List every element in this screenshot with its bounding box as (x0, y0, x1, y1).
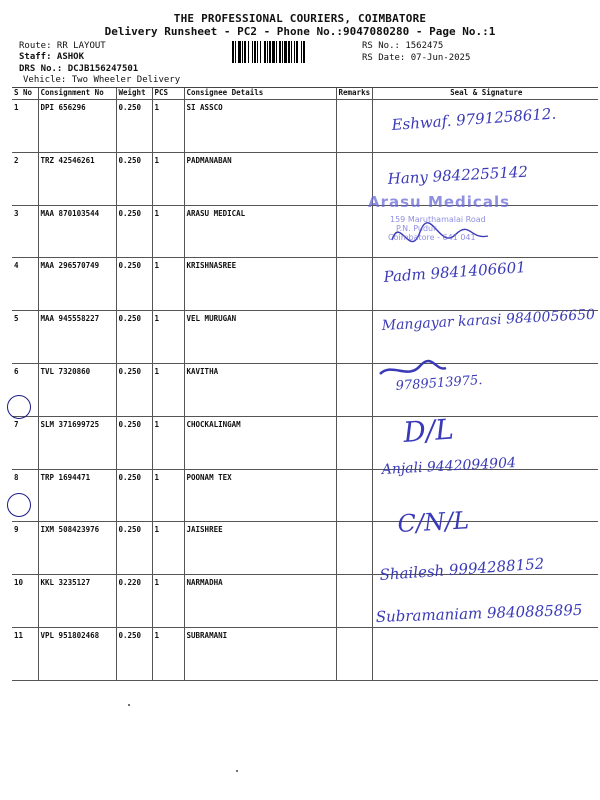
cell-consignment: SLM 371699725 (38, 416, 116, 469)
col-consignment: Consignment No (38, 88, 116, 100)
cell-pcs: 1 (152, 469, 184, 522)
cell-consignee: ARASU MEDICAL (184, 205, 336, 258)
cell-sno: 5 (12, 311, 38, 364)
cell-signature-area (372, 100, 598, 153)
cell-sno: 9 (12, 522, 38, 575)
cell-remarks (336, 416, 372, 469)
cell-pcs: 1 (152, 363, 184, 416)
cell-consignee: JAISHREE (184, 522, 336, 575)
cell-consignment: MAA 870103544 (38, 205, 116, 258)
cell-sno: 6 (12, 363, 38, 416)
vehicle-label: Vehicle: Two Wheeler Delivery (23, 75, 181, 85)
cell-remarks (336, 363, 372, 416)
table-row (12, 469, 598, 522)
cell-consignment: MAA 296570749 (38, 258, 116, 311)
cell-sno: 10 (12, 575, 38, 628)
circle-mark-row-7 (7, 395, 31, 419)
signature-6: 9789513975. (395, 372, 483, 394)
route-label: Route: RR LAYOUT (19, 41, 106, 51)
cell-weight: 0.250 (116, 469, 152, 522)
circle-mark-row-9 (7, 493, 31, 517)
company-title: THE PROFESSIONAL COURIERS, COIMBATORE (173, 12, 427, 25)
cell-consignee: CHOCKALINGAM (184, 416, 336, 469)
signature-8: Anjali 9442094904 (381, 454, 517, 478)
signature-2: Hany 9842255142 (387, 162, 529, 188)
cell-consignee: POONAM TEX (184, 469, 336, 522)
col-remarks: Remarks (336, 88, 372, 100)
cell-consignee: KAVITHA (184, 363, 336, 416)
cell-signature-area (372, 311, 598, 364)
cell-consignment: KKL 3235127 (38, 575, 116, 628)
cell-consignee: SUBRAMANI (184, 627, 336, 680)
cell-remarks (336, 469, 372, 522)
rs-date: RS Date: 07-Jun-2025 (362, 53, 471, 63)
cell-pcs: 1 (152, 205, 184, 258)
cell-pcs: 1 (152, 522, 184, 575)
col-weight: Weight (116, 88, 152, 100)
cell-consignee: SI ASSCO (184, 100, 336, 153)
cell-weight: 0.250 (116, 205, 152, 258)
cell-remarks (336, 205, 372, 258)
cell-remarks (336, 575, 372, 628)
col-signature: Seal & Signature (372, 88, 598, 100)
table-row (12, 363, 598, 416)
table-row (12, 258, 598, 311)
cell-pcs: 1 (152, 258, 184, 311)
rs-number: RS No.: 1562475 (362, 41, 444, 51)
speck (236, 770, 238, 772)
cell-consignment: DPI 656296 (38, 100, 116, 153)
cell-consignee: NARMADHA (184, 575, 336, 628)
cell-remarks (336, 258, 372, 311)
cell-signature-area (372, 469, 598, 522)
signature-7: D/L (402, 412, 455, 449)
drs-label: DRS No.: DCJB156247501 (19, 64, 139, 74)
cell-weight: 0.250 (116, 416, 152, 469)
cell-consignment: MAA 945558227 (38, 311, 116, 364)
col-sno: S No (12, 88, 38, 100)
cell-pcs: 1 (152, 100, 184, 153)
cell-sno: 3 (12, 205, 38, 258)
signature-11: Subramaniam 9840885895 (375, 600, 583, 626)
cell-weight: 0.250 (116, 311, 152, 364)
cell-signature-area (372, 627, 598, 680)
signature-1: Eshwaf. 9791258612. (391, 104, 557, 134)
cell-pcs: 1 (152, 152, 184, 205)
cell-weight: 0.250 (116, 363, 152, 416)
table-row (12, 522, 598, 575)
table-row (12, 575, 598, 628)
col-pcs: PCS (152, 88, 184, 100)
cell-pcs: 1 (152, 311, 184, 364)
signature-5: Mangayar karasi 9840056650 (381, 306, 596, 334)
cell-consignee: VEL MURUGAN (184, 311, 336, 364)
cell-consignee: KRISHNASREE (184, 258, 336, 311)
cell-weight: 0.250 (116, 258, 152, 311)
col-consignee: Consignee Details (184, 88, 336, 100)
arasu-medical-stamp: Arasu Medicals 159 Maruthamalai Road P.N. Pudur Coimbatore - 641 041 (368, 193, 511, 242)
cell-consignment: TVL 7320860 (38, 363, 116, 416)
table-row (12, 100, 598, 153)
runsheet-subtitle: Delivery Runsheet - PC2 - Phone No.:9047080280 - Page No.:1 (104, 25, 496, 38)
cell-weight: 0.250 (116, 152, 152, 205)
cell-signature-area (372, 575, 598, 628)
cell-signature-area (372, 416, 598, 469)
cell-signature-area (372, 258, 598, 311)
speck (128, 704, 130, 706)
staff-label: Staff: ASHOK (19, 52, 85, 62)
cell-pcs: 1 (152, 416, 184, 469)
barcode (232, 41, 356, 63)
cell-remarks (336, 152, 372, 205)
table-row (12, 311, 598, 364)
cell-remarks (336, 627, 372, 680)
cell-sno: 7 (12, 416, 38, 469)
table-header-row (12, 88, 598, 100)
cell-remarks (336, 311, 372, 364)
cell-consignment: TRZ 42546261 (38, 152, 116, 205)
table-row (12, 627, 598, 680)
signature-9: C/N/L (396, 506, 470, 538)
table-row (12, 416, 598, 469)
cell-sno: 4 (12, 258, 38, 311)
signature-10: Shailesh 9994288152 (379, 554, 545, 584)
cell-weight: 0.250 (116, 522, 152, 575)
cell-remarks (336, 100, 372, 153)
cell-sno: 2 (12, 152, 38, 205)
signature-4: Padm 9841406601 (383, 258, 527, 286)
cell-consignee: PADMANABAN (184, 152, 336, 205)
cell-sno: 8 (12, 469, 38, 522)
cell-sno: 11 (12, 627, 38, 680)
cell-consignment: VPL 951802468 (38, 627, 116, 680)
cell-consignment: TRP 1694471 (38, 469, 116, 522)
cell-weight: 0.250 (116, 627, 152, 680)
cell-signature-area (372, 363, 598, 416)
delivery-table (12, 87, 598, 681)
cell-remarks (336, 522, 372, 575)
cell-sno: 1 (12, 100, 38, 153)
cell-weight: 0.250 (116, 100, 152, 153)
cell-pcs: 1 (152, 627, 184, 680)
cell-signature-area (372, 522, 598, 575)
cell-weight: 0.220 (116, 575, 152, 628)
cell-consignment: IXM 508423976 (38, 522, 116, 575)
cell-pcs: 1 (152, 575, 184, 628)
